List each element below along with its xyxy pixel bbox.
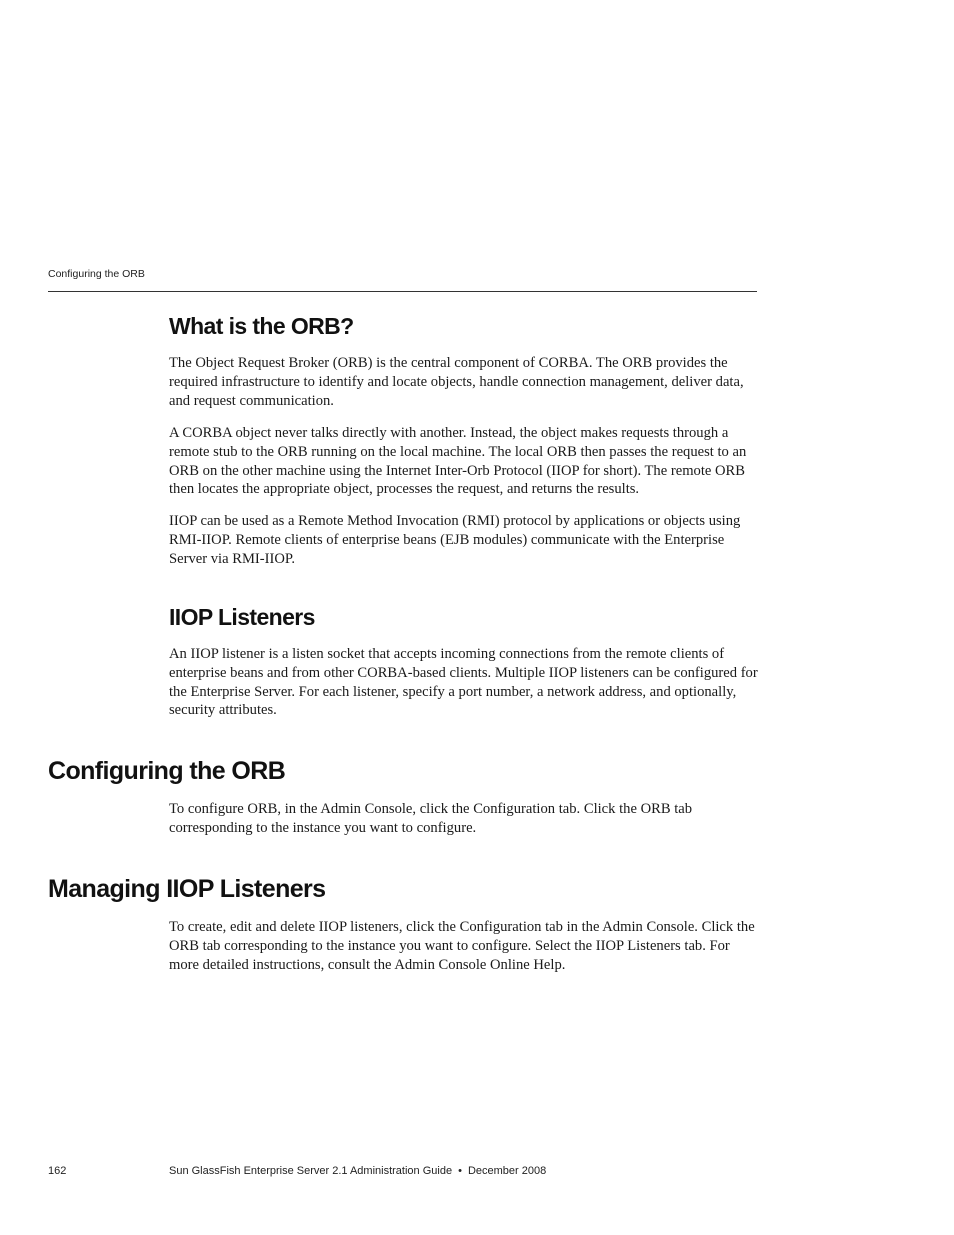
footer-book-title: Sun GlassFish Enterprise Server 2.1 Administration Guide: [169, 1165, 453, 1177]
paragraph-corba-object: A CORBA object never talks directly with another. Instead, the object makes requests through a remote stub to the ORB running on the local machine. The local ORB then passes the request to an ORB on the other machine using the Internet Inter-Orb Protocol (IIOP for short). The remote ORB then locates the appropriate object, processes the request, and returns the results.: [169, 425, 747, 498]
page-number: 162: [48, 1165, 67, 1177]
paragraph-iiop-rmi: IIOP can be used as a Remote Method Invocation (RMI) protocol by applications or objects using RMI-IIOP. Remote clients of enterprise beans (EJB modules) communicate with the Enterprise Server via RMI-IIOP.: [169, 513, 741, 567]
heading-managing-iiop: Managing IIOP Listeners: [48, 875, 326, 903]
paragraph-managing-iiop: To create, edit and delete IIOP listeners, click the Configuration tab in the Admin Console. Click the ORB tab corresponding to the instance you want to configure. Select the IIOP Listeners tab. For more detailed instructions, consult the Admin Console Online Help.: [169, 919, 755, 973]
header-divider: [48, 291, 757, 292]
footer-date: December 2008: [467, 1165, 547, 1177]
footer-separator: •: [458, 1165, 462, 1177]
paragraph-configuring-orb: To configure ORB, in the Admin Console, click the Configuration tab. Click the ORB tab corresponding to the instance you want to configure.: [169, 801, 693, 836]
footer-book-info: [169, 1165, 546, 1177]
paragraph-orb-intro: The Object Request Broker (ORB) is the central component of CORBA. The ORB provides the required infrastructure to identify and locate objects, handle connection management, deliver data, and request communication.: [169, 355, 744, 409]
heading-configuring-orb: Configuring the ORB: [48, 757, 286, 785]
heading-iiop-listeners: IIOP Listeners: [169, 604, 315, 630]
paragraph-iiop-listeners: An IIOP listener is a listen socket that accepts incoming connections from the remote clients of enterprise beans and from other CORBA-based clients. Multiple IIOP listeners can be configured for the Enterprise Server. For each listener, specify a port number, a network address, and optionally, security attributes.: [169, 646, 758, 719]
heading-what-is-orb: What is the ORB?: [169, 313, 354, 339]
running-header: Configuring the ORB: [48, 268, 145, 280]
